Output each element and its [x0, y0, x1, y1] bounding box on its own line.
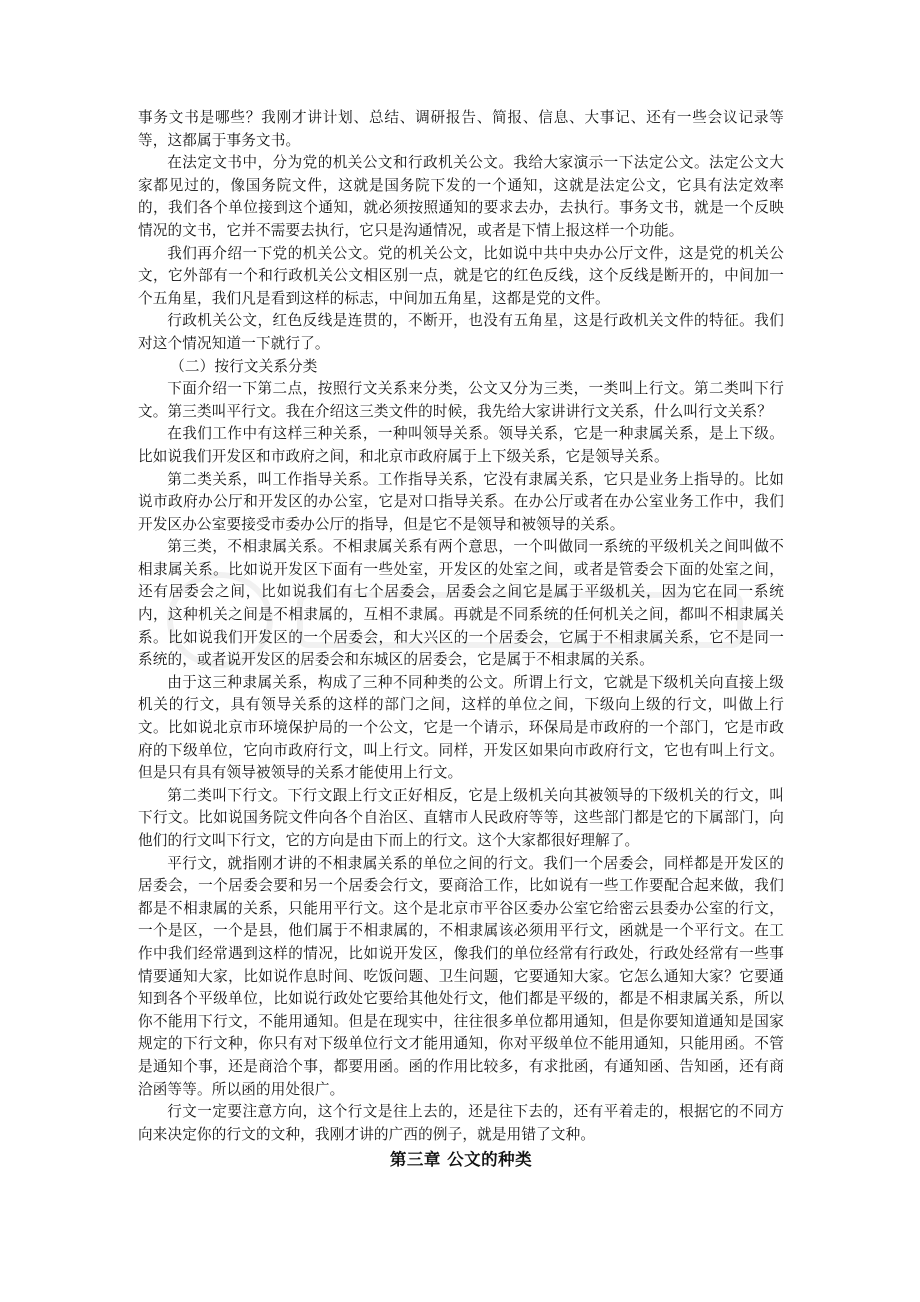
- document-page: [138, 107, 784, 1172]
- section-subheading: （二）按行文关系分类: [170, 357, 318, 375]
- paragraph-11: 第二类叫下行文。下行文跟上行文正好相反，它是上级机关向其被领导的下级机关的行文，叫下行文。比如说国务院文件向各个自治区、直辖市人民政府等等，这些部门都是它的下属部门，向他们的行文叫下行文，它的方向是由下而上的行文。这个大家都很好理解了。: [138, 786, 784, 849]
- paragraph-10: 由于这三种隶属关系，构成了三种不同种类的公文。所谓上行文，它就是下级机关向直接上级机关的行文，具有领导关系的这样的部门之间，这样的单位之间，下级向上级的行文，叫做上行文。比如说北京市环境保护局的一个公文，它是一个请示，环保局是市政府的一个部门，它是市政府的下级单位，它向市政府行文，叫上行文。同样，开发区如果向市政府行文，它也有叫上行文。但是只有具有领导被领导的关系才能使用上行文。: [138, 673, 784, 782]
- paragraph-13: 行文一定要注意方向，这个行文是往上去的，还是往下去的，还有平着走的，根据它的不同方向来决定你的行文的文种，我刚才讲的广西的例子，就是用错了文种。: [138, 1103, 784, 1143]
- paragraph-1: 事务文书是哪些？我刚才讲计划、总结、调研报告、简报、信息、大事记、还有一些会议记录等等，这都属于事务文书。: [138, 109, 784, 149]
- paragraph-8: 第二类关系，叫工作指导关系。工作指导关系，它没有隶属关系，它只是业务上指导的。比如说市政府办公厅和开发区的办公室，它是对口指导关系。在办公厅或者在办公室业务工作中，我们开发区办公室要接受市委办公厅的指导，但是它不是领导和被领导的关系。: [138, 470, 784, 533]
- chapter-title: 第三章 公文的种类: [389, 1150, 533, 1170]
- paragraph-3: 我们再介绍一下党的机关公文。党的机关公文，比如说中共中央办公厅文件，这是党的机关公文，它外部有一个和行政机关公文相区别一点，就是它的红色反线，这个反线是断开的，中间加一个五角星，我们凡是看到这样的标志，中间加五角星，这都是党的文件。: [138, 244, 784, 307]
- paragraph-6: 下面介绍一下第二点，按照行文关系来分类，公文又分为三类，一类叫上行文。第二类叫下行文。第三类叫平行文。我在介绍这三类文件的时候，我先给大家讲讲行文关系，什么叫行文关系？: [138, 380, 784, 420]
- paragraph-2: 在法定文书中，分为党的机关公文和行政机关公文。我给大家演示一下法定公文。法定公文大家都见过的，像国务院文件，这就是国务院下发的一个通知，这就是法定公文，它具有法定效率的，我们各个单位接到这个通知，就必须按照通知的要求去办，去执行。事务文书，就是一个反映情况的文书，它并不需要去执行，它只是沟通情况，或者是下情上报这样一个功能。: [138, 154, 784, 239]
- paragraph-4: 行政机关公文，红色反线是连贯的，不断开，也没有五角星，这是行政机关文件的特征。我们对这个情况知道一下就行了。: [138, 312, 784, 352]
- paragraph-7: 在我们工作中有这样三种关系，一种叫领导关系。领导关系，它是一种隶属关系，是上下级。比如说我们开发区和市政府之间，和北京市政府属于上下级关系，它是领导关系。: [138, 425, 784, 465]
- paragraph-9: 第三类，不相隶属关系。不相隶属关系有两个意思，一个叫做同一系统的平级机关之间叫做不相隶属关系。比如说开发区下面有一些处室，开发区的处室之间，或者是管委会下面的处室之间，还有居委会之间，比如说我们有七个居委会，居委会之间它是属于平级机关，因为它在同一系统内，这种机关之间是不相隶属的，互相不隶属。再就是不同系统的任何机关之间，都叫不相隶属关系。比如说我们开发区的一个居委会，和大兴区的一个居委会，它属于不相隶属关系，它不是同一系统的，或者说开发区的居委会和东城区的居委会，它是属于不相隶属的关系。: [138, 538, 784, 669]
- paragraph-12: 平行文，就指刚才讲的不相隶属关系的单位之间的行文。我们一个居委会，同样都是开发区的居委会，一个居委会要和另一个居委会行文，要商洽工作，比如说有一些工作要配合起来做，我们都是不相隶属的关系，只能用平行文。这个是北京市平谷区委办公室它给密云县委办公室的行文，一个是区，一个是县，他们属于不相隶属的，不相隶属该必须用平行文，函就是一个平行文。在工作中我们经常遇到这样的情况，比如说开发区，像我们的单位经常有行政处，行政处经常有一些事情要通知大家，比如说作息时间、吃饭问题、卫生问题，它要通知大家。它怎么通知大家？它要通知到各个平级单位，比如说行政处它要给其他处行文，他们都是平级的，都是不相隶属关系，所以你不能用下行文，不能用通知。但是在现实中，往往很多单位都用通知，但是你要知道通知是国家规定的下行文种，你只有对下级单位行文才能用通知，你对平级单位不能用通知，只能用函。不管是通知个事，还是商洽个事，都要用函。函的作用比较多，有求批函，有通知函、告知函，还有商洽函等等。所以函的用处很广。: [138, 854, 784, 1098]
